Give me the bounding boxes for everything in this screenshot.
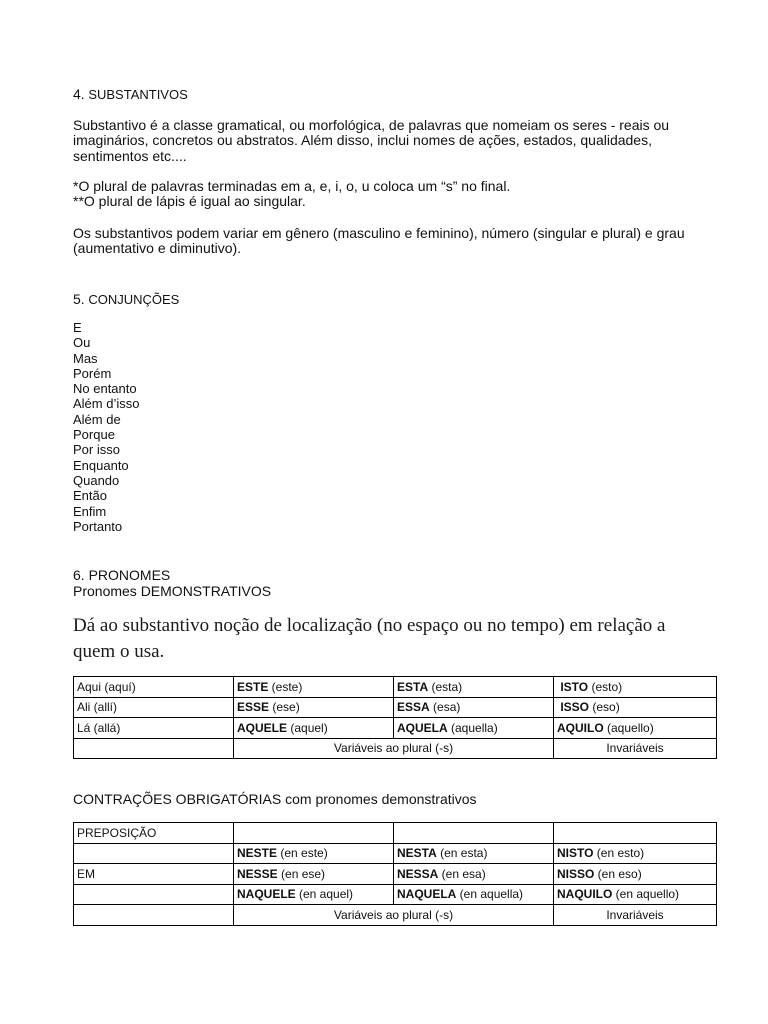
section-4-number: 4. [73, 86, 85, 102]
table-cell [394, 884, 554, 905]
conjunction-list [73, 320, 139, 534]
list-item: Ou [73, 335, 91, 351]
pronoun-bold: AQUELA [397, 720, 448, 735]
pronoun-bold: AQUILO [557, 720, 604, 735]
list-item: Porque [73, 427, 115, 443]
table-cell [554, 823, 717, 844]
list-item: Além de [73, 411, 121, 427]
table-cell [74, 738, 234, 759]
invariable-note: Invariáveis [554, 738, 717, 759]
list-item: Enfim [73, 503, 107, 519]
table-cell [554, 843, 717, 864]
table-cell [234, 843, 394, 864]
contractions-heading [73, 791, 477, 807]
table-cell [554, 864, 717, 885]
table-row [74, 823, 717, 844]
pronoun-translation: (eso) [589, 700, 620, 715]
contraction-bold: NAQUELA [397, 887, 457, 902]
contraction-translation: (en este) [277, 846, 328, 861]
table-cell [234, 823, 394, 844]
contraction-bold: NESSE [237, 866, 278, 881]
section-5-heading [73, 291, 179, 307]
pronoun-bold: ESSE [237, 700, 270, 715]
pronoun-translation: (esta) [428, 679, 463, 694]
contractions-title: CONTRAÇÕES OBRIGATÓRIAS [73, 791, 282, 807]
table-cell [394, 677, 554, 698]
table-cell [554, 718, 717, 739]
table-cell [234, 718, 394, 739]
pronoun-translation: (este) [268, 679, 303, 694]
section-6-description: Dá ao substantivo noção de localização (no espaço ou no tempo) em relação a quem o usa. [73, 615, 666, 662]
pronoun-bold: ESSA [397, 700, 430, 715]
contraction-translation: (en ese) [277, 866, 326, 881]
contractions-title-rest: com pronomes demonstrativos [281, 791, 477, 807]
list-item: Além d’isso [73, 396, 140, 412]
contraction-bold: NISSO [557, 866, 595, 881]
preposition-cell: EM [74, 864, 234, 885]
table-cell [234, 884, 394, 905]
contraction-bold: NISTO [557, 846, 594, 861]
pronoun-translation: (aquello) [603, 720, 654, 735]
table-cell [554, 677, 717, 698]
contraction-bold: NAQUILO [557, 887, 613, 902]
table-cell [234, 864, 394, 885]
table-cell [394, 843, 554, 864]
section-4-note-1: *O plural de palavras terminadas em a, e, i, o, u coloca um “s” no final. [73, 178, 511, 194]
pronoun-translation: (esto) [588, 679, 623, 694]
table-footer-row [74, 905, 717, 926]
table-cell [394, 718, 554, 739]
variable-plural-note: Variáveis ao plural (-s) [234, 738, 554, 759]
contraction-translation: (en eso) [594, 866, 642, 881]
list-item: Porém [73, 365, 112, 381]
table-cell [554, 697, 717, 718]
contraction-bold: NAQUELE [237, 887, 296, 902]
pronoun-translation: (esa) [429, 700, 461, 715]
variable-plural-note: Variáveis ao plural (-s) [234, 905, 554, 926]
table-cell: Ali (allí) [74, 697, 234, 718]
list-item: Mas [73, 350, 98, 366]
table-cell [394, 864, 554, 885]
table-cell [74, 884, 234, 905]
pronoun-bold: ESTE [237, 679, 269, 694]
list-item: No entanto [73, 381, 137, 397]
section-4-paragraph-2: Os substantivos podem variar em gênero (masculino e feminino), número (singular e plural) e grau (aumentativo e diminutivo). [73, 225, 685, 257]
contraction-translation: (en esto) [593, 846, 645, 861]
contraction-bold: NESTA [397, 846, 437, 861]
contraction-translation: (en esa) [438, 866, 486, 881]
list-item: Enquanto [73, 457, 129, 473]
contractions-table [73, 822, 717, 926]
table-row [74, 677, 717, 698]
table-cell [74, 905, 234, 926]
preposition-header: PREPOSIÇÃO [74, 823, 234, 844]
list-item: Quando [73, 472, 120, 488]
contraction-bold: NESTE [237, 846, 278, 861]
table-row [74, 864, 717, 885]
table-row [74, 697, 717, 718]
table-row [74, 884, 717, 905]
list-item: Por isso [73, 442, 120, 458]
section-5-title: CONJUNÇÕES [88, 292, 180, 307]
section-4-title: SUBSTANTIVOS [88, 87, 188, 102]
table-row [74, 718, 717, 739]
table-cell: Aqui (aquí) [74, 677, 234, 698]
table-cell [74, 843, 234, 864]
section-4-paragraph: Substantivo é a classe gramatical, ou morfológica, de palavras que nomeiam os seres - reais ou imaginários, concretos ou abstratos. Além disso, inclui nomes de ações, estados, qualidades, sentimentos etc.... [73, 117, 670, 164]
pronoun-bold: ISTO [557, 679, 589, 694]
table-cell [394, 823, 554, 844]
table-footer-row [74, 738, 717, 759]
section-6-subtitle: Pronomes DEMONSTRATIVOS [73, 583, 272, 599]
section-4-note-2: **O plural de lápis é igual ao singular. [73, 193, 306, 209]
contraction-bold: NESSA [397, 866, 439, 881]
pronoun-translation: (aquel) [287, 720, 328, 735]
contraction-translation: (en aquel) [295, 887, 354, 902]
list-item: E [73, 320, 82, 335]
pronoun-translation: (ese) [269, 700, 300, 715]
pronoun-bold: AQUELE [237, 720, 288, 735]
pronoun-bold: ISSO [557, 700, 590, 715]
section-5-number: 5. [73, 291, 85, 307]
table-cell [234, 677, 394, 698]
list-item: Então [73, 488, 107, 504]
demonstrative-table [73, 676, 717, 759]
invariable-note: Invariáveis [554, 905, 717, 926]
pronoun-bold: ESTA [397, 679, 429, 694]
table-cell: Lá (allá) [74, 718, 234, 739]
contraction-translation: (en aquello) [612, 887, 680, 902]
list-item: Portanto [73, 518, 123, 534]
pronoun-translation: (aquella) [447, 720, 498, 735]
section-4-heading [73, 86, 188, 102]
table-row [74, 843, 717, 864]
table-cell [234, 697, 394, 718]
table-cell [394, 697, 554, 718]
contraction-translation: (en esta) [436, 846, 488, 861]
section-6-title: 6. PRONOMES [73, 567, 171, 583]
table-cell [554, 884, 717, 905]
contraction-translation: (en aquella) [456, 887, 524, 902]
